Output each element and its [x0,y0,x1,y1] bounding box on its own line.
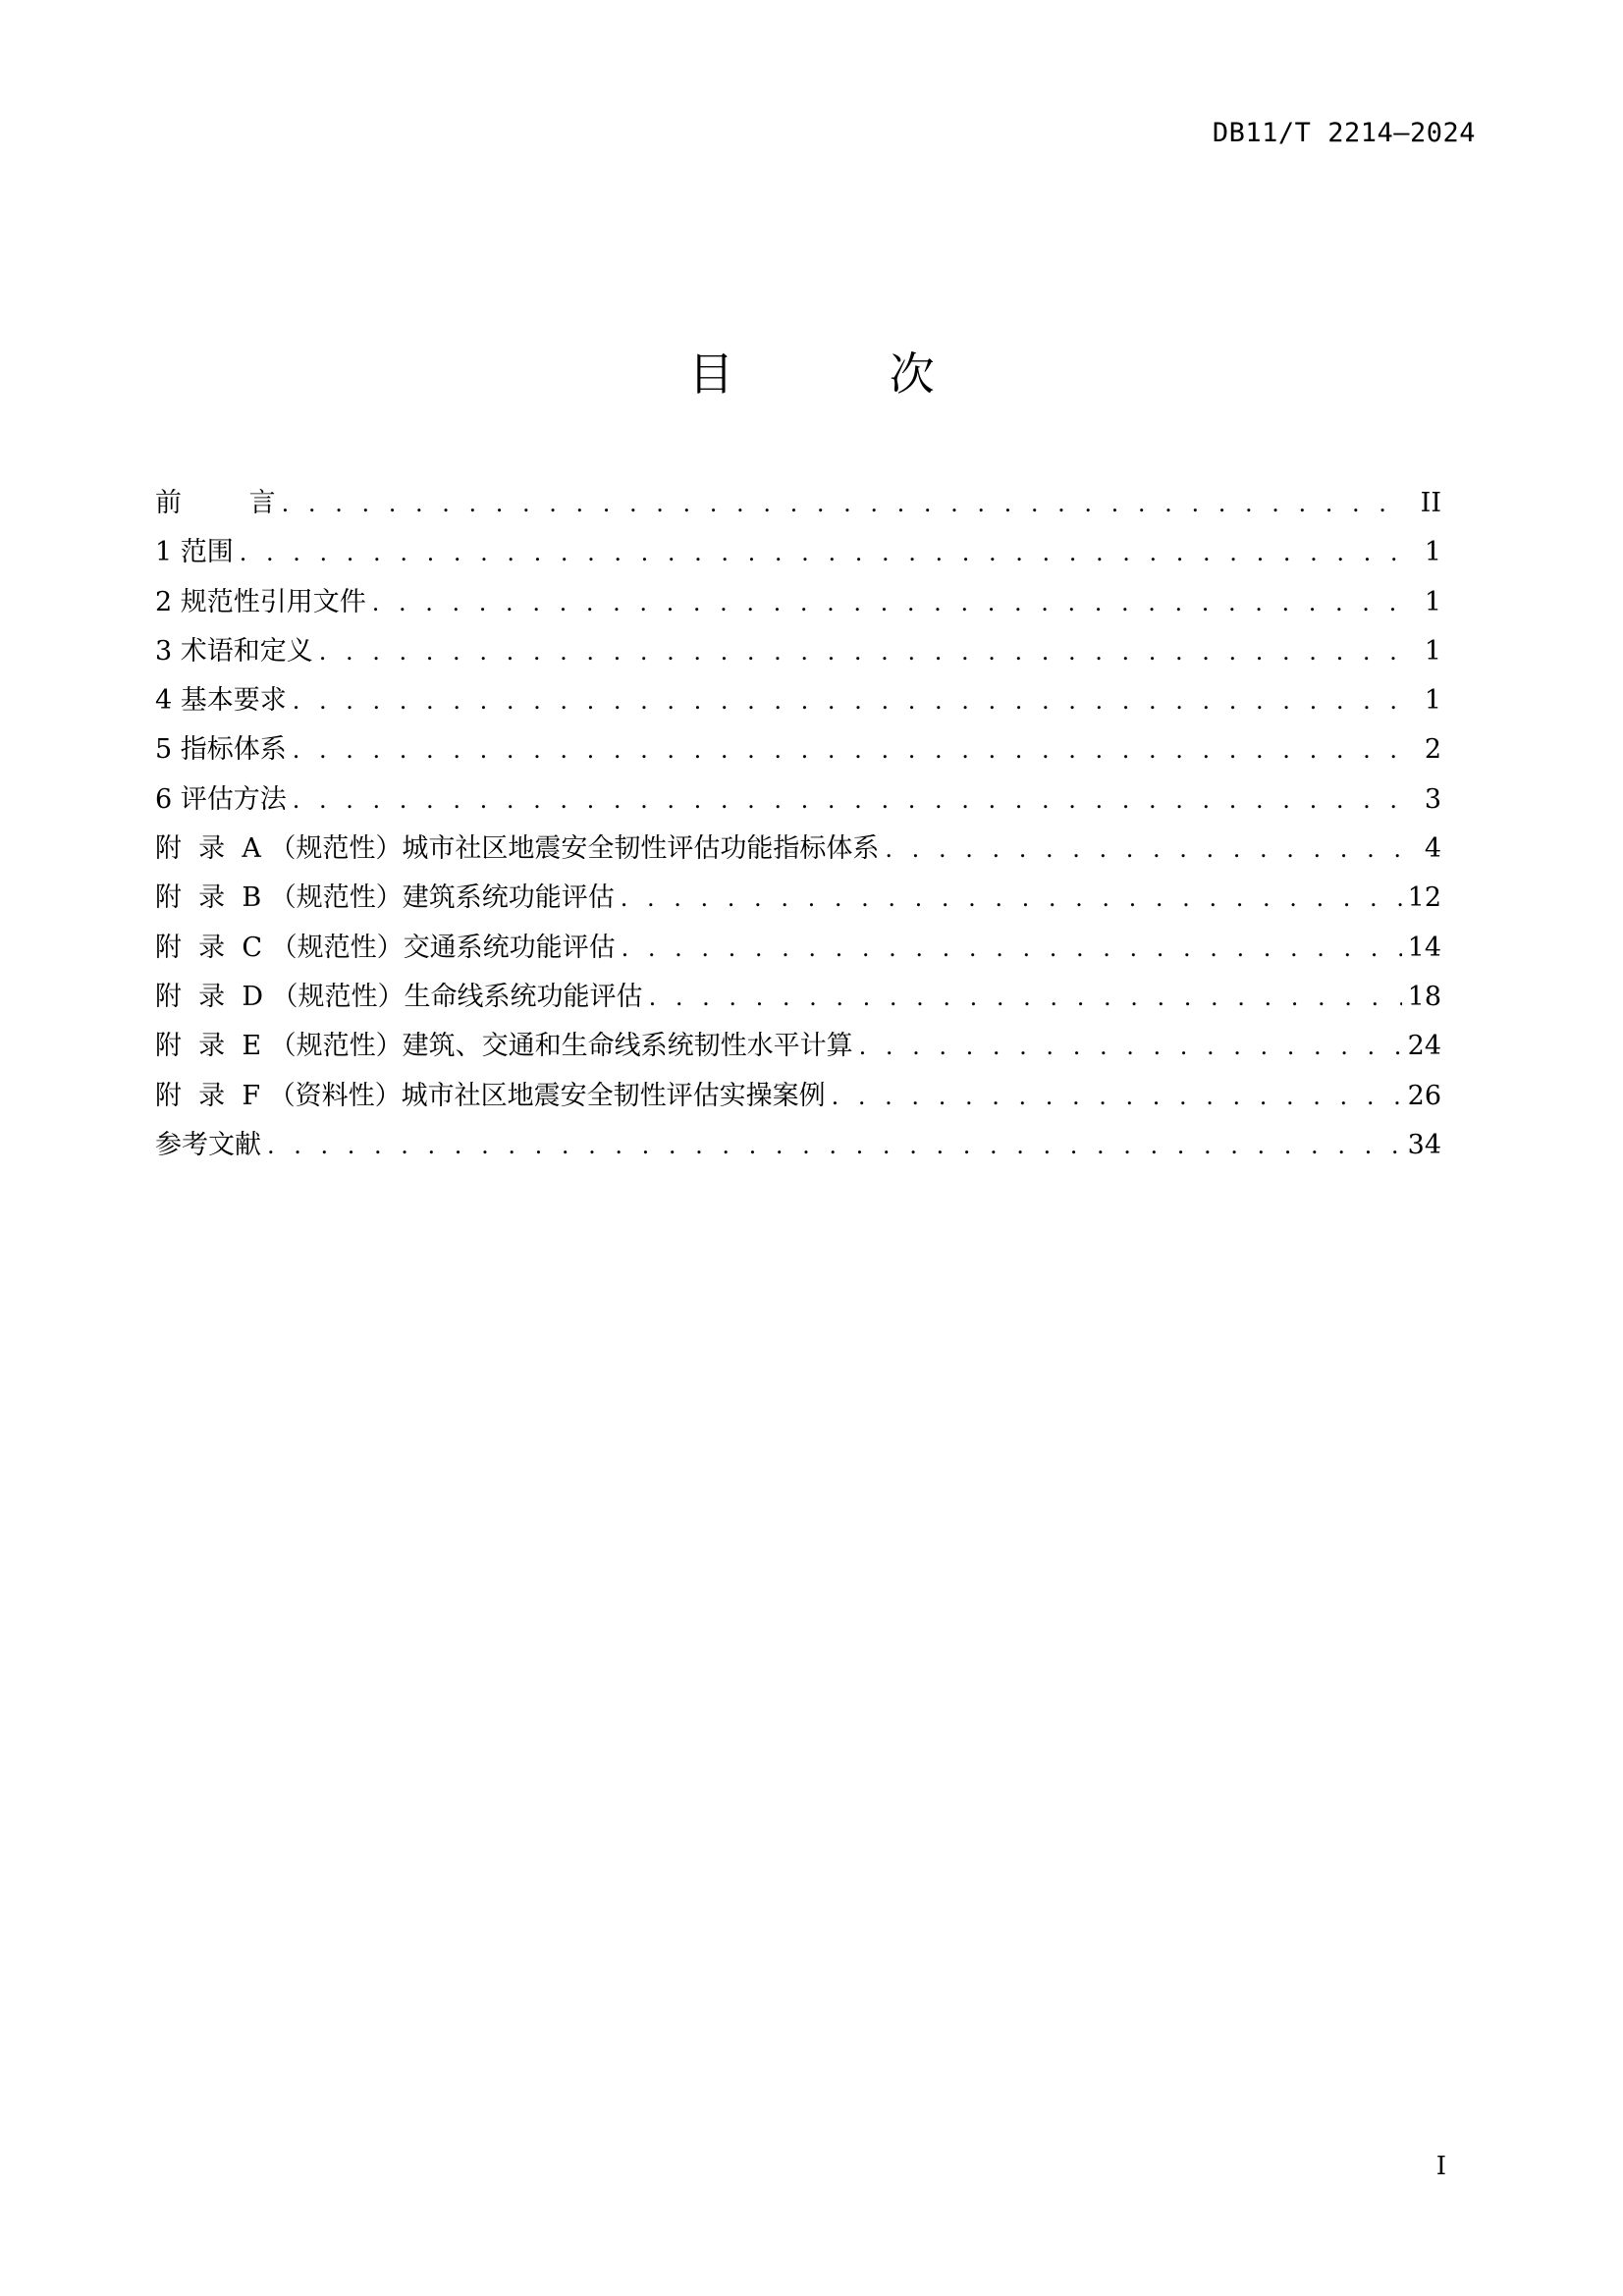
table-of-contents [155,479,1441,1170]
toc-entry-page: 18 [1407,981,1441,1012]
toc-entry-appendix-a[interactable] [155,825,1441,874]
toc-entry-page: 14 [1407,932,1441,963]
toc-entry-label: 1 范围 [155,537,234,568]
toc-entry-appendix-f[interactable] [155,1072,1441,1121]
toc-entry-basic-requirements[interactable] [155,676,1441,725]
toc-entry-normative-references[interactable] [155,578,1441,627]
toc-entry-assessment-method[interactable] [155,775,1441,825]
toc-entry-appendix-d[interactable] [155,973,1441,1022]
dot-leader [293,676,1406,725]
page-number: I [1435,2152,1446,2181]
toc-entry-label: 前 言 [155,488,276,518]
toc-entry-page: 2 [1424,734,1441,766]
toc-entry-index-system[interactable] [155,725,1441,774]
toc-entry-page: 1 [1424,635,1441,667]
dot-leader [240,528,1406,577]
toc-entry-page: II [1420,488,1441,518]
toc-entry-label: 6 评估方法 [155,783,287,815]
toc-entry-page: 26 [1407,1080,1441,1111]
dot-leader [372,578,1406,627]
dot-leader [282,479,1406,528]
toc-entry-page: 4 [1424,833,1441,865]
toc-entry-bibliography[interactable] [155,1121,1441,1170]
toc-entry-page: 1 [1424,586,1441,617]
toc-entry-page: 3 [1424,783,1441,815]
toc-entry-appendix-b[interactable] [155,874,1441,923]
toc-entry-label: 附 录 D （规范性）生命线系统功能评估 [155,981,643,1012]
page-title: 目 次 [688,347,1005,400]
toc-entry-label: 附 录 B （规范性）建筑系统功能评估 [155,882,615,914]
toc-entry-page: 1 [1424,685,1441,717]
toc-entry-page: 12 [1407,882,1441,914]
toc-entry-label: 4 基本要求 [155,685,287,717]
toc-entry-label: 附 录 C （规范性）交通系统功能评估 [155,932,616,963]
toc-entry-label: 2 规范性引用文件 [155,586,366,617]
dot-leader [885,825,1406,874]
toc-entry-label: 附 录 A （规范性）城市社区地震安全韧性评估功能指标体系 [155,833,880,865]
toc-entry-appendix-c[interactable] [155,924,1441,973]
toc-entry-label: 5 指标体系 [155,734,287,766]
dot-leader [267,1121,1402,1170]
toc-entry-page: 1 [1424,537,1441,568]
toc-entry-page: 34 [1407,1129,1441,1160]
dot-leader [319,627,1406,676]
dot-leader [293,725,1406,774]
dot-leader [859,1022,1402,1071]
dot-leader [832,1072,1402,1121]
dot-leader [293,775,1406,825]
toc-entry-label: 附 录 F （资料性）城市社区地震安全韧性评估实操案例 [155,1080,826,1111]
dot-leader [622,924,1402,973]
dot-leader [649,973,1402,1022]
standard-code: DB11/T 2214—2024 [1212,118,1476,148]
toc-entry-terms-definitions[interactable] [155,627,1441,676]
dot-leader [621,874,1402,923]
toc-entry-label: 参考文献 [155,1129,261,1160]
toc-entry-appendix-e[interactable] [155,1022,1441,1071]
toc-entry-label: 附 录 E （规范性）建筑、交通和生命线系统韧性水平计算 [155,1031,853,1062]
toc-entry-label: 3 术语和定义 [155,635,313,667]
toc-entry-scope[interactable] [155,528,1441,577]
toc-entry-foreword[interactable] [155,479,1441,528]
toc-entry-page: 24 [1407,1031,1441,1062]
